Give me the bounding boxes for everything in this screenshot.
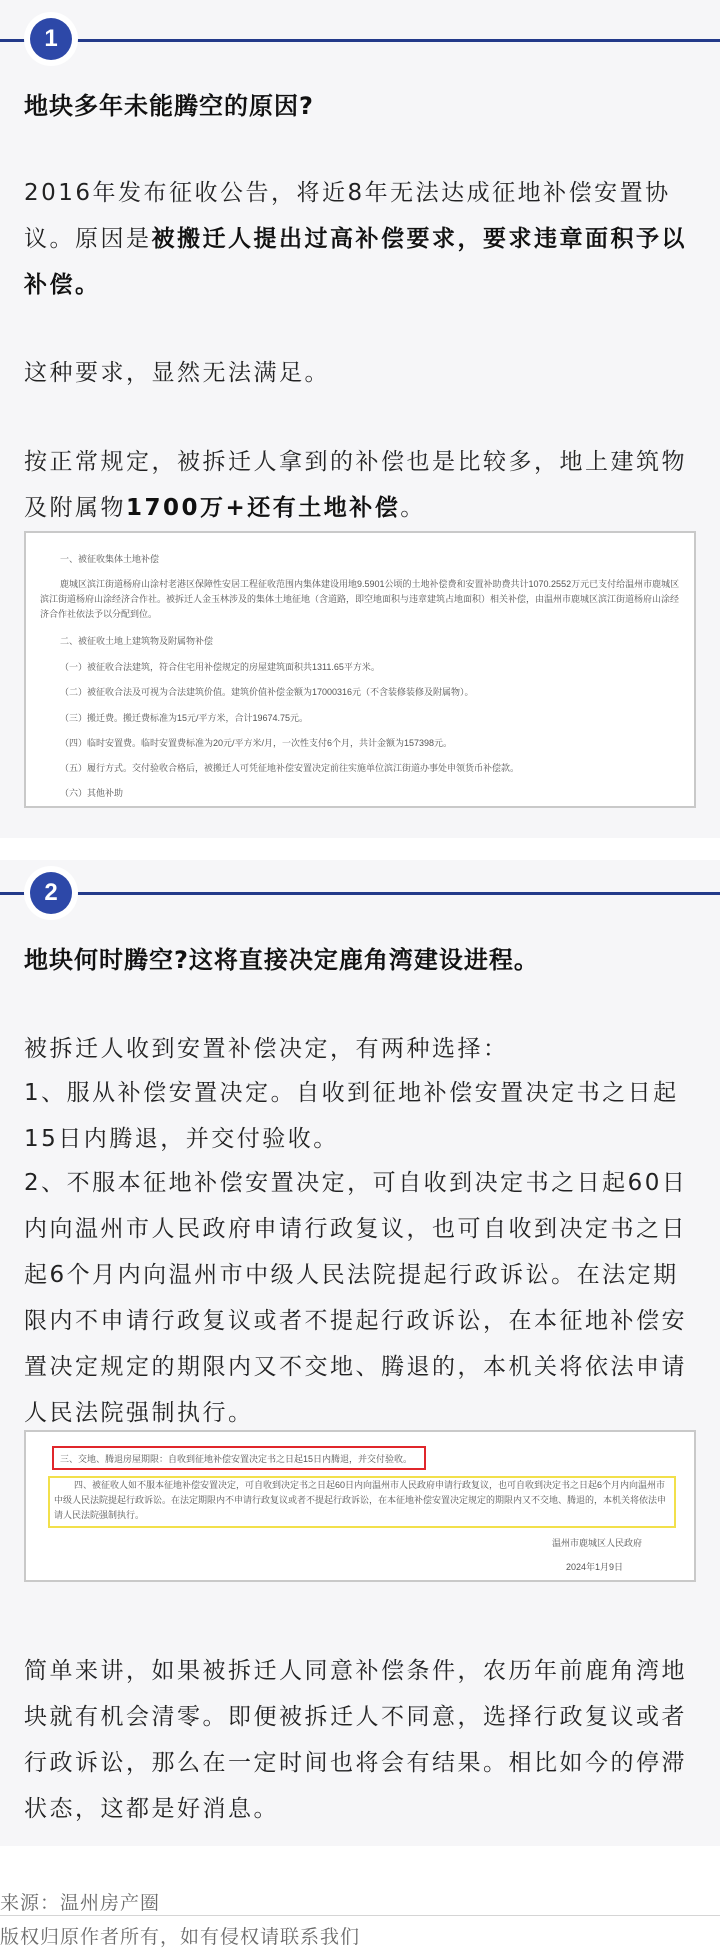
section-2-rule: [0, 892, 720, 895]
paragraph-emphasis: 被搬迁人提出过高补偿要求，要求违章面积予以补偿。: [24, 226, 687, 298]
paragraph-text: 。: [400, 495, 426, 521]
section-2: [0, 860, 720, 1846]
source-credit: 来源：温州房产圈: [0, 1892, 161, 1914]
doc-line-highlighted: 四、被征收人如不服本征地补偿安置决定，可自收到决定书之日起60日内向温州市人民政府申请行政复议，也可自收到决定书之日起6个月内向温州市中级人民法院提起行政诉讼。在法定期限内不申请行政复议或者不提起行政诉讼，在本征地补偿安置决定规定的期限内又不交地、腾退的，本机关将依法申请人民法院强制执行。: [54, 1480, 667, 1520]
section-2-badge: [24, 866, 78, 920]
doc-line: （三）搬迁费。搬迁费标准为15元/平方米，合计19674.75元。: [60, 713, 309, 723]
section-1-badge: [24, 12, 78, 66]
section-1-paragraph-1: [24, 170, 696, 308]
section-2-paragraph-1: 被拆迁人收到安置补偿决定，有两种选择：: [24, 1036, 509, 1062]
document-excerpt-1: [24, 531, 696, 808]
section-2-paragraph-3: 2、不服本征地补偿安置决定，可自收到决定书之日起60日内向温州市人民政府申请行政复议，也可自收到决定书之日起6个月内向温州市中级人民法院提起行政诉讼。在法定期限内不申请行政复议或者不提起行政诉讼，在本征地补偿安置决定规定的期限内又不交地、腾退的，本机关将依法申请人民法院强制执行。: [24, 1170, 688, 1426]
doc-line: （一）被征收合法建筑，符合住宅用补偿规定的房屋建筑面积共1311.65平方米。: [60, 662, 380, 672]
section-1-paragraph-3: [24, 439, 696, 531]
doc-line: （四）临时安置费。临时安置费标准为20元/平方米/月，一次性支付6个月，共计金额为157398元。: [60, 738, 453, 748]
doc-line: 鹿城区滨江街道杨府山涂村老港区保障性安居工程征收范围内集体建设用地9.5901公顷的土地补偿费和安置补助费共计1070.2552万元已支付给温州市鹿城区滨江街道杨府山涂经济合作社。被拆迁人金玉林涉及的集体土地征地（含道路，即空地面积与违章建筑占地面积）相关补偿，由温州市鹿城区滨江街道杨府山涂经济合作社依法予以分配到位。: [40, 579, 680, 619]
section-2-paragraph-4: 简单来讲，如果被拆迁人同意补偿条件，农历年前鹿角湾地块就有机会清零。即便被拆迁人不同意，选择行政复议或者行政诉讼，那么在一定时间也将会有结果。相比如今的停滞状态，这都是好消息。: [24, 1658, 687, 1822]
doc-line: （二）被征收合法及可视为合法建筑价值。建筑价值补偿金额为17000316元（不含装修装修及附属物）。: [60, 687, 474, 697]
doc-line: （六）其他补助: [60, 788, 124, 798]
document-excerpt-2: [24, 1430, 696, 1582]
doc-line: 一、被征收集体土地补偿: [60, 554, 160, 564]
section-1-paragraph-2: 这种要求，显然无法满足。: [24, 360, 330, 386]
section-2-paragraph-2: 1、服从补偿安置决定。自收到征地补偿安置决定书之日起15日内腾退，并交付验收。: [24, 1080, 679, 1152]
paragraph-emphasis: 1700万+还有土地补偿: [126, 495, 401, 521]
doc-line-highlighted: 三、交地、腾退房屋期限：自收到征地补偿安置决定书之日起15日内腾退，并交付验收。: [60, 1454, 413, 1464]
doc-date: 2024年1月9日: [566, 1562, 624, 1572]
section-1: [0, 0, 720, 838]
section-2-badge-number: 2: [30, 872, 72, 914]
footer-divider: [0, 1915, 720, 1916]
section-1-heading: 地块多年未能腾空的原因?: [24, 92, 314, 120]
doc-line: （五）履行方式。交付验收合格后，被搬迁人可凭征地补偿安置决定前往实施单位滨江街道办事处申领货币补偿款。: [60, 763, 520, 773]
section-1-rule: [0, 39, 720, 42]
paragraph-text: 2016年发布征收公告，将近8年无法达成征地补偿安置协议。原因是: [24, 180, 671, 252]
paragraph-text: 按正常规定，被拆迁人拿到的补偿也是比较多，地上建筑物及附属物: [24, 449, 687, 521]
doc-signature: 温州市鹿城区人民政府: [552, 1538, 643, 1548]
copyright-notice: 版权归原作者所有，如有侵权请联系我们: [0, 1926, 361, 1948]
section-2-heading: 地块何时腾空?这将直接决定鹿角湾建设进程。: [24, 946, 539, 974]
doc-line: 二、被征收土地上建筑物及附属物补偿: [60, 636, 214, 646]
section-1-badge-number: 1: [30, 18, 72, 60]
